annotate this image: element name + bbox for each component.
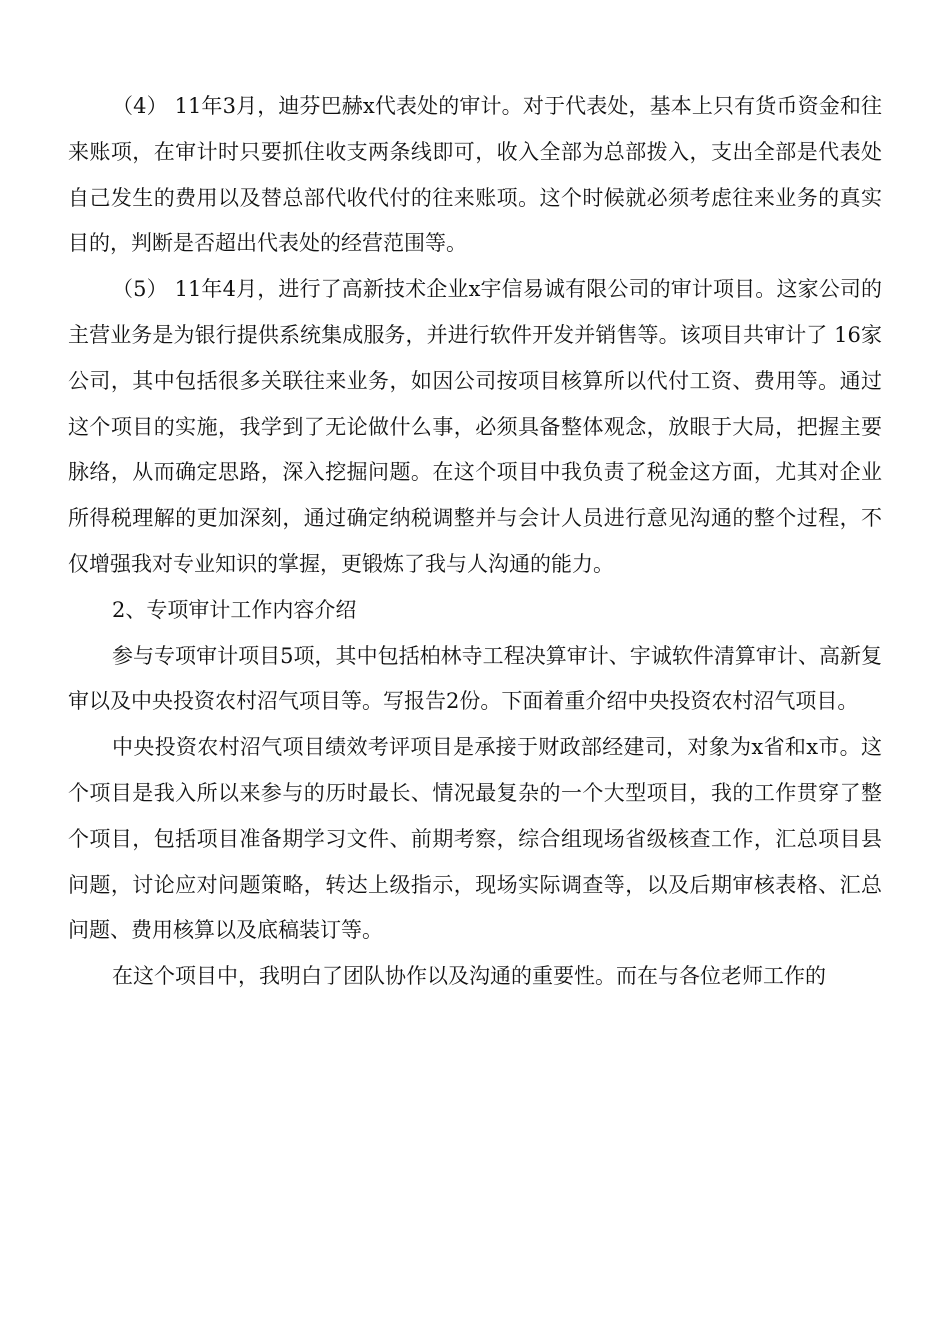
paragraph-teamwork: 在这个项目中，我明白了团队协作以及沟通的重要性。而在与各位老师工作的 — [112, 964, 826, 989]
paragraph-item-5: （5） 11年4月，进行了高新技术企业x宇信易诚有限公司的审计项目。这家公司的主营业务是为银行提供系统集成服务，并进行软件开发并销售等。该项目共审计了 16家公司，其中包括很多关联往来业务，如因公司按项目核算所以代付工资、费用等。通过这个项目的实施，我学到了无论做什么事，必须具备整体观念，放眼于大局，把握主要脉络，从而确定思路，深入挖掘问题。在这个项目中我负责了税金这方面，尤其对企业所得税理解的更加深刻，通过确定纳税调整并与会计人员进行意见沟通的整个过程，不仅增强我对专业知识的掌握，更锻炼了我与人沟通的能力。 — [68, 277, 882, 576]
section-heading: 2、专项审计工作内容介绍 — [112, 597, 357, 622]
document-body — [68, 84, 882, 1000]
paragraph-biogas-project: 中央投资农村沼气项目绩效考评项目是承接于财政部经建司，对象为x省和x市。这个项目是我入所以来参与的历时最长、情况最复杂的一个大型项目，我的工作贯穿了整个项目，包括项目准备期学习文件、前期考察，综合组现场省级核查工作，汇总项目县问题，讨论应对问题策略，转达上级指示，现场实际调查等，以及后期审核表格、汇总问题、费用核算以及底稿装订等。 — [68, 735, 882, 943]
paragraph-special-audit-overview: 参与专项审计项目5项，其中包括柏林寺工程决算审计、宇诚软件清算审计、高新复审以及中央投资农村沼气项目等。写报告2份。下面着重介绍中央投资农村沼气项目。 — [68, 643, 882, 714]
paragraph-item-4: （4） 11年3月，迪芬巴赫x代表处的审计。对于代表处，基本上只有货币资金和往来账项，在审计时只要抓住收支两条线即可，收入全部为总部拨入，支出全部是代表处自己发生的费用以及替总部代收代付的往来账项。这个时候就必须考虑往来业务的真实目的，判断是否超出代表处的经营范围等。 — [68, 94, 882, 256]
